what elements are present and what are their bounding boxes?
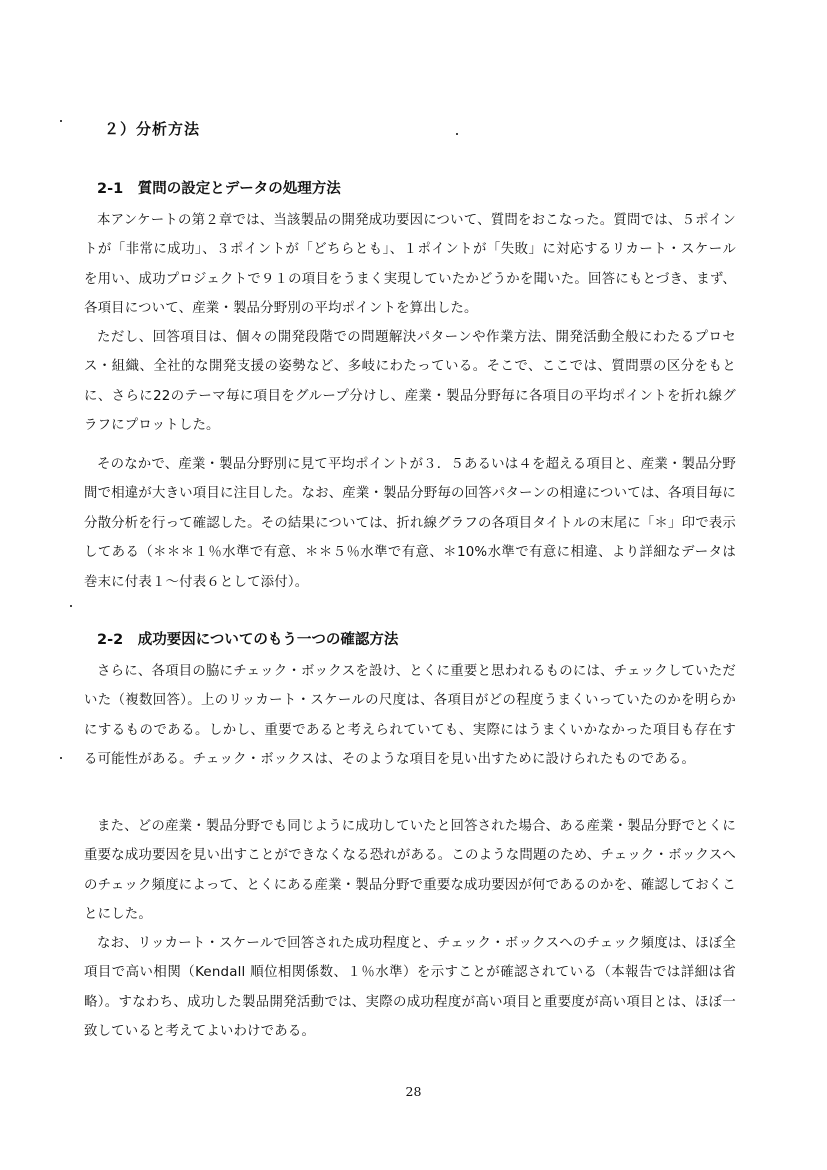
subsection-title-2-2: 2-2 成功要因についてのもう一つの確認方法	[97, 632, 399, 648]
subsection-title-2-1: 2-1 質問の設定とデータの処理方法	[97, 181, 341, 197]
scan-speck	[456, 133, 458, 135]
scan-speck	[70, 605, 72, 607]
paragraph-grouping: ただし、回答項目は、個々の開発段階での問題解決パターンや作業方法、開発活動全般にわたるプロセス・組織、全社的な開発支援の姿勢など、多岐にわたっている。そこで、ここでは、質問票の区分をもとに、さらに22のテーマ毎に項目をグループ分けし、産業・製品分野毎に各項目の平均ポイントを折れ線グラフにプロットした。	[84, 330, 736, 434]
paragraph-correlation: なお、リッカート・スケールで回答された成功程度と、チェック・ボックスへのチェック頻度は、ほぼ全項目で高い相関（Kendall 順位相関係数、１％水準）を示すことが確認されている（本報告では詳細は省略）。すなわち、成功した製品開発活動では、実際の成功程度が高い項目と重要度が高い項目とは、ほぼ一致していると考えてよいわけである。	[84, 936, 736, 1040]
section-title: ２）分析方法	[104, 120, 201, 138]
scan-speck	[60, 120, 62, 122]
paragraph-likert-scale: 本アンケートの第２章では、当該製品の開発成功要因について、質問をおこなった。質問では、５ポイントが「非常に成功」、３ポイントが「どちらとも」、１ポイントが「失敗」に対応するリカート・スケールを用い、成功プロジェクトで９１の項目をうまく実現していたかどうかを聞いた。回答にもとづき、まず、各項目について、産業・製品分野別の平均ポイントを算出した。	[84, 213, 736, 317]
page-number: 28	[405, 1084, 422, 1099]
paragraph-check-box: さらに、各項目の脇にチェック・ボックスを設け、とくに重要と思われるものには、チェックしていただいた（複数回答）。上のリッカート・スケールの尺度は、各項目がどの程度うまくいっていたのかを明らかにするものである。しかし、重要であると考えられていても、実際にはうまくいかなかった項目も存在する可能性がある。チェック・ボックスは、そのような項目を見い出すために設けられたものである。	[84, 664, 736, 768]
scan-speck	[60, 757, 62, 759]
paragraph-variance-analysis: そのなかで、産業・製品分野別に見て平均ポイントが３．５あるいは４を超える項目と、産業・製品分野間で相違が大きい項目に注目した。なお、産業・製品分野毎の回答パターンの相違については、各項目毎に分散分析を行って確認した。その結果については、折れ線グラフの各項目タイトルの末尾に「＊」印で表示してある（＊＊＊１％水準で有意、＊＊５％水準で有意、＊10%水準で有意に相違、より詳細なデータは巻末に付表１～付表６として添付）。	[84, 457, 736, 590]
paragraph-check-frequency: また、どの産業・製品分野でも同じように成功していたと回答された場合、ある産業・製品分野でとくに重要な成功要因を見い出すことができなくなる恐れがある。このような問題のため、チェック・ボックスへのチェック頻度によって、とくにある産業・製品分野で重要な成功要因が何であるのかを、確認しておくことにした。	[84, 819, 736, 923]
